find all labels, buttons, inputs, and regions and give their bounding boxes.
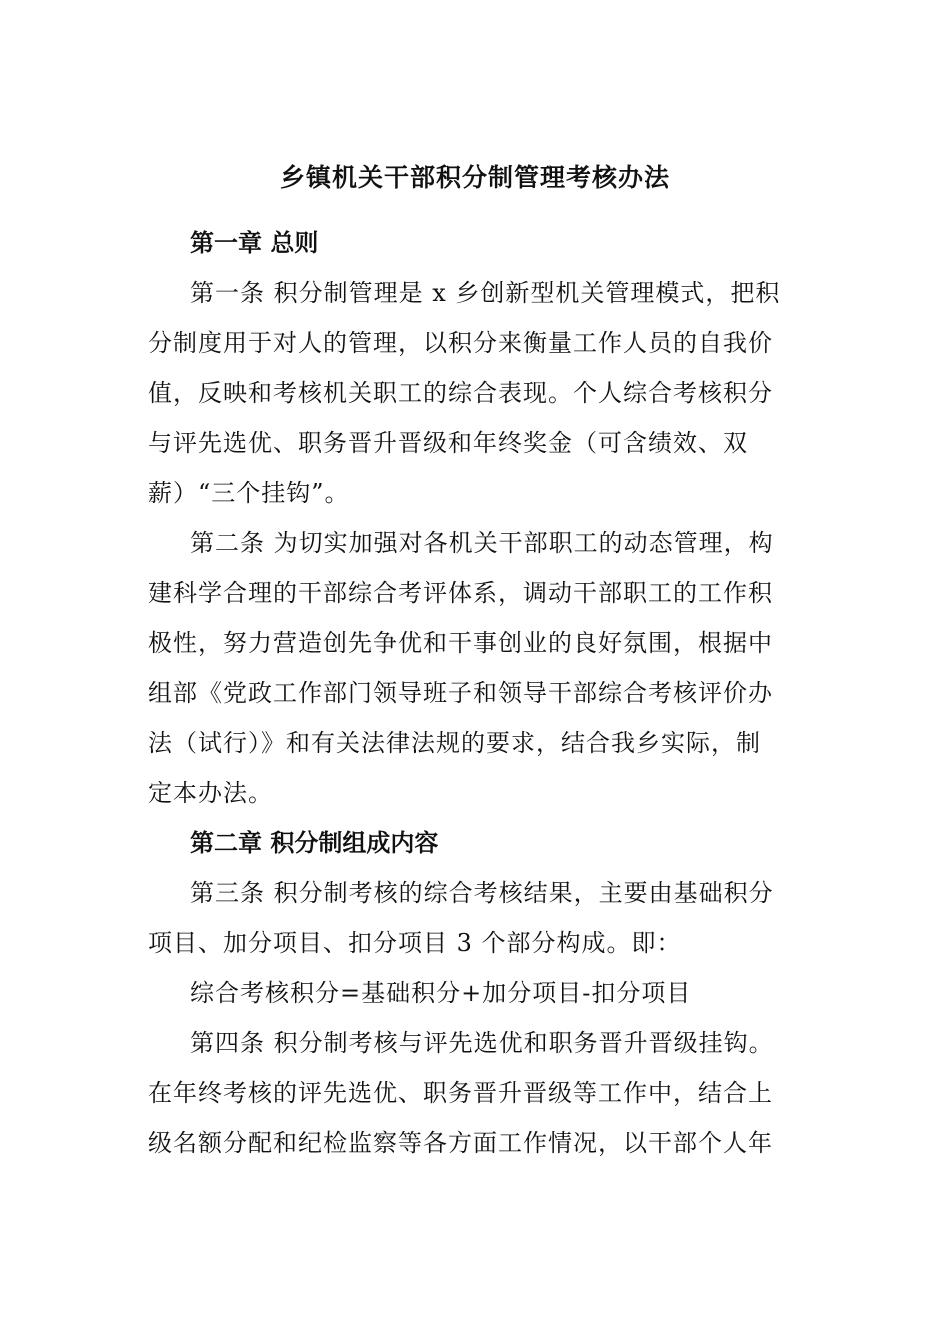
document-title: 乡镇机关干部积分制管理考核办法: [279, 163, 670, 192]
article-2-line: 建科学合理的干部综合考评体系，调动干部职工的工作积: [148, 579, 773, 607]
article-3: [148, 868, 788, 968]
article-2-line: 极性，努力营造创先争优和干事创业的良好氛围，根据中: [148, 629, 773, 657]
article-2-line: 法（试行）》和有关法律法规的要求，结合我乡实际，制: [148, 729, 761, 757]
article-1-line: 薪）“三个挂钩”。: [148, 479, 350, 507]
article-1: [148, 268, 788, 518]
article-3-line: 第三条 积分制考核的综合考核结果，主要由基础积分: [190, 879, 774, 907]
formula: [148, 968, 788, 1018]
chapter-1-heading: 第一章 总则: [190, 228, 319, 257]
article-4: [148, 1018, 788, 1168]
article-2-line: 第二条 为切实加强对各机关干部职工的动态管理，构: [190, 529, 774, 557]
article-1-line: 与评先选优、职务晋升晋级和年终奖金（可含绩效、双: [148, 429, 748, 457]
article-1-line: 分制度用于对人的管理，以积分来衡量工作人员的自我价: [148, 329, 773, 357]
article-4-line: 在年终考核的评先选优、职务晋升晋级等工作中，结合上: [148, 1079, 773, 1107]
article-1-line: 值，反映和考核机关职工的综合表现。个人综合考核积分: [148, 379, 773, 407]
article-4-line: 级名额分配和纪检监察等各方面工作情况，以干部个人年: [148, 1129, 773, 1157]
formula-line: 综合考核积分=基础积分+加分项目-扣分项目: [190, 979, 692, 1007]
chapter-2-heading: 第二章 积分制组成内容: [190, 828, 439, 857]
article-3-line: 项目、加分项目、扣分项目 3 个部分构成。即：: [148, 929, 682, 957]
article-2-line: 组部《党政工作部门领导班子和领导干部综合考核评价办: [148, 679, 773, 707]
document-body: [148, 218, 788, 1168]
article-2: [148, 518, 788, 818]
article-2-line: 定本办法。: [148, 779, 273, 807]
article-4-line: 第四条 积分制考核与评先选优和职务晋升晋级挂钩。: [190, 1029, 774, 1057]
article-1-line: 第一条 积分制管理是 x 乡创新型机关管理模式，把积: [190, 279, 781, 307]
